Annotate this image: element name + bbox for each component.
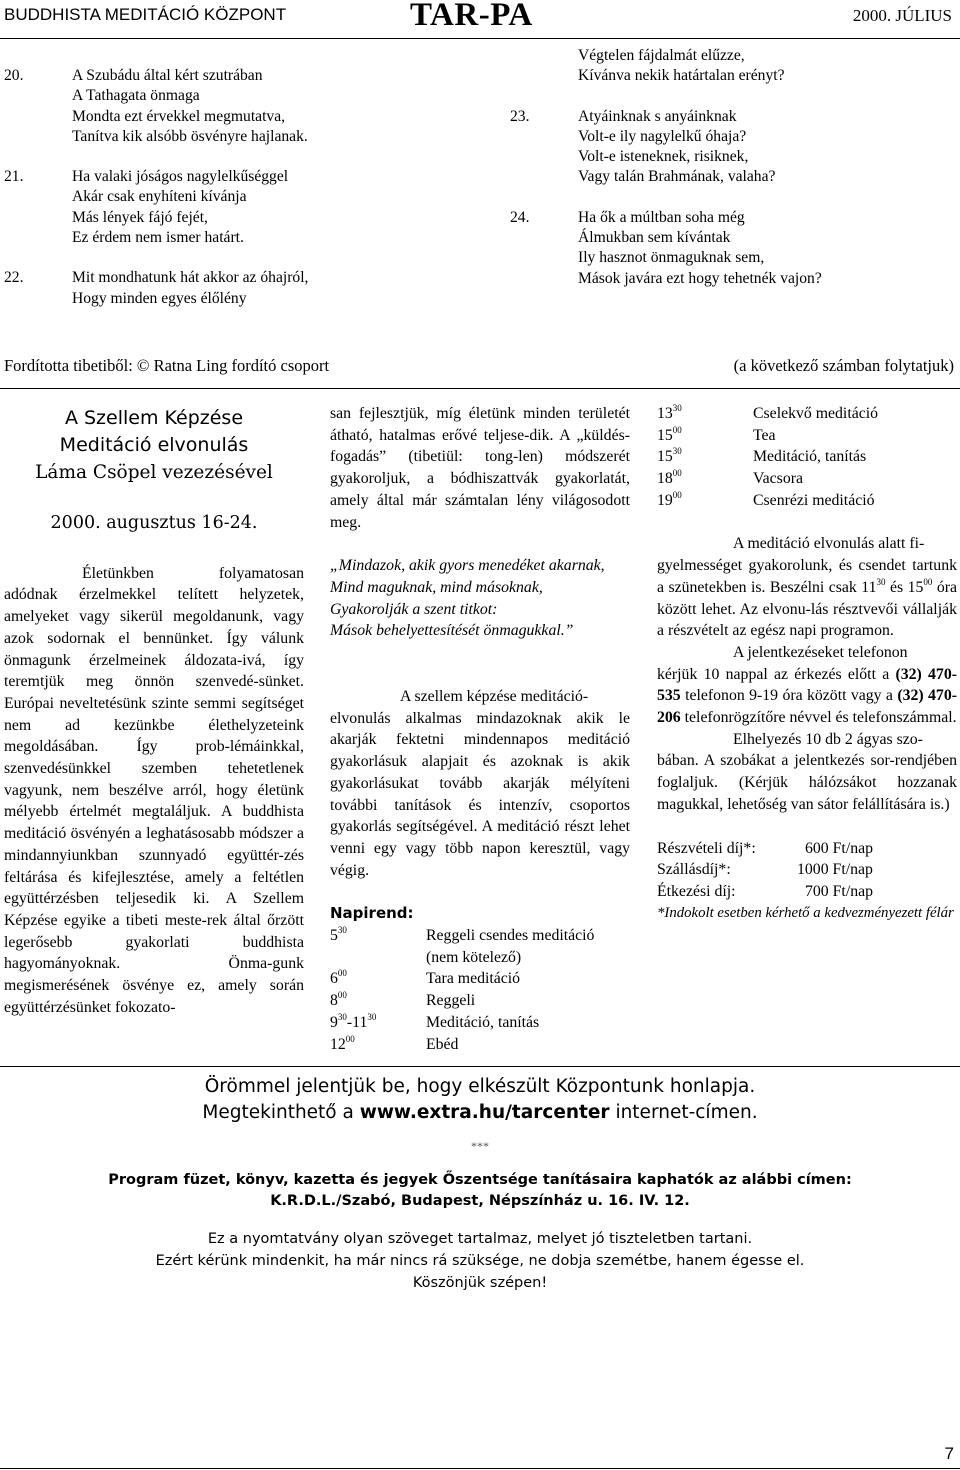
schedule-row: $12^{00}$ Ebéd <box>330 1034 630 1056</box>
paragraph-first-line: A jelentkezéseket telefonon <box>733 643 908 661</box>
verse-line: Ha valaki jóságos nagylelkűséggel <box>72 168 289 186</box>
schedule-event: Reggeli <box>426 992 476 1010</box>
verse-line: Más lények fájó fejét, <box>72 208 208 226</box>
schedule-row: $5^{30}$ Reggeli csendes meditáció <box>330 925 630 947</box>
verse-line: Volt-e isteneknek, risiknek, <box>578 148 749 166</box>
registration-paragraph: kérjük 10 nappal az érkezés előtt a (32) 470-535 telefonon 9-19 óra között vagy a (32) 470-206 telefonrögzítőre névvel és telefonszámmal. <box>657 665 957 727</box>
verse-line: A Szubádu által kért szutrában <box>72 67 263 84</box>
translation-credit: Fordította tibetiből: © Ratna Ling fordító csoport <box>4 356 330 375</box>
schedule-event: Meditáció, tanítás <box>426 1013 540 1031</box>
section-rule <box>0 388 960 389</box>
fee-label: Étkezési díj: <box>657 882 736 900</box>
paragraph-first-line: A meditáció elvonulás alatt fi- <box>733 535 925 553</box>
publisher-name: BUDDHISTA MEDITÁCIÓ KÖZPONT <box>4 5 287 24</box>
schedule-row: $9^{30}-11^{30}$ Meditáció, tanítás <box>330 1012 630 1034</box>
retreat-title: A Szellem Képzése <box>64 407 244 429</box>
quote-line: „Mindazok, akik gyors menedéket akarnak, <box>330 557 605 575</box>
website-link[interactable]: www.extra.hu/tarcenter <box>359 1102 610 1123</box>
verse-line: Tanítva kik alsóbb ösvényre hajlanak. <box>72 127 308 145</box>
closing-line: Ez a nyomtatvány olyan szöveget tartalmaz, melyet jó tiszteletben tartani. <box>207 1231 753 1247</box>
verse-line: Végtelen fájdalmát elűzze, <box>578 47 745 64</box>
verse-line: Mondta ezt érvekkel megmutatva, <box>72 107 286 125</box>
schedule-list-continued <box>657 403 957 511</box>
schedule-event: Meditáció, tanítás <box>753 448 867 466</box>
announcement-line: Megtekinthető a www.extra.hu/tarcenter internet-címen. <box>202 1102 758 1123</box>
quote-line: Mások behelyettesítését önmagukkal.” <box>330 622 574 640</box>
verse-line: Ily hasznot önmaguknak sem, <box>578 249 765 267</box>
quote-line: Gyakorolják a szent titkot: <box>330 600 498 618</box>
poem-right-column <box>510 46 955 289</box>
announcement-line: Örömmel jelentjük be, hogy elkészült Központunk honlapja. <box>204 1076 756 1097</box>
verse-number: 24. <box>510 208 530 226</box>
paragraph-first-line: A szellem képzése meditáció- <box>400 688 589 706</box>
fee-label: Részvételi díj*: <box>657 839 756 857</box>
verse-number: 23. <box>510 107 530 125</box>
retreat-paragraph: elvonulás alkalmas mindazoknak akik le akarják fektetni mindennapos meditáció gyakorlásuk alapjait és azoknak is akik gyakorlásukat tovább akarják mélyíteni további tanítások és intenzív, csoportos gyakorlás segítségével. A meditáció részt lehet venni egy vagy több napon keresztül, vagy végig. <box>330 709 630 879</box>
verse-number: 22. <box>4 269 24 287</box>
schedule-row: $19^{00}$ Csenrézi meditáció <box>657 490 957 512</box>
quote-line: Mind maguknak, mind másoknak, <box>330 578 543 596</box>
verse-line: Ez érdem nem ismer határt. <box>72 229 244 247</box>
quote-block <box>330 555 630 642</box>
verse-line: Kívánva nekik határtalan erényt? <box>578 67 785 85</box>
program-address: K.R.D.L./Szabó, Budapest, Népszínház u. 16. IV. 12. <box>270 1193 690 1209</box>
closing-line: Köszönjük szépen! <box>412 1275 548 1291</box>
phone-number: (32) 470-206 <box>657 687 957 727</box>
fees-list <box>657 838 957 924</box>
issue-date: 2000. JÚLIUS <box>852 6 952 25</box>
verse-22-continuation <box>578 46 955 87</box>
schedule-row: $15^{30}$ Meditáció, tanítás <box>657 446 957 468</box>
phone-number: (32) 470-535 <box>657 665 957 705</box>
verse-number: 20. <box>4 67 24 84</box>
verse-line: Hogy minden egyes élőlény <box>72 289 247 307</box>
page-number: 7 <box>944 1444 954 1463</box>
paragraph-first-line: Elhelyezés 10 db 2 ágyas szo- <box>733 730 923 748</box>
retreat-subtitle: Meditáció elvonulás <box>59 434 249 456</box>
verse-line: Akár csak enyhíteni kívánja <box>72 188 247 206</box>
verse-22 <box>4 268 474 309</box>
retreat-intro-paragraph: adódnak érzelmekkel telített helyzetek, amelyeket vagy sikerül megoldanunk, vagy azok sodornak el bennünket. Így válunk önmagunk érzelmeinek áldozata-ivá, így teremtjük meg önnön szenvedé-sünket. Európai neveltetésünk szinte semmi segítséget nem ad kezünkbe élethelyzeteink megoldásában. Így prob-lémáinkkal, szenvedésünkkel szemben tehetetlenek vagyunk, nem beszélve arról, hogy életünk mélyebb értelmét megtaláljuk. A buddhista meditáció ösvényén a leghatásosabb módszer a mindannyiunkban szunnyadó együttér-zés feltárása és kifejlesztése, amely a feltétlen együttérzésben teljesedik ki. A Szellem Képzése egyike a tibeti meste-rek által őrzött legerősebb gyakorlati buddhista hagyományoknak. Önma-gunk megismerésének ösvénye ez, amely során együttérzésünket fokozato- <box>4 586 304 1016</box>
schedule-event: Tara meditáció <box>426 970 521 988</box>
newsletter-title: TAR-PA <box>410 0 533 33</box>
schedule-row: $6^{00}$ Tara meditáció <box>330 968 630 990</box>
retreat-paragraph: san fejlesztjük, míg életünk minden területét átható, hatalmas erővé teljese-dik. A „küldés-fogadás” (tibetiül: tong-len) módszerét gyakoroljuk, a bódhiszattvák gyakorlatát, amely által már számtalan lény világosodott meg. <box>330 405 630 531</box>
closing-note <box>0 1228 960 1294</box>
verse-line: Volt-e ily nagylelkű óhaja? <box>578 127 747 145</box>
separator-stars: *** <box>471 1139 489 1153</box>
verse-line: A Tathagata önmaga <box>72 87 200 105</box>
fee-note: *Indokolt esetben kérhető a kedvezményezett félár <box>657 904 954 921</box>
footer-rule <box>0 1468 960 1469</box>
retreat-paragraph: gyelmességet gyakorolunk, és csendet tartunk a szünetekben is. Beszélni csak $11^{30}$ és $15^{00}$ óra között lehet. Az elvonu-lás résztvevői vállalják a részvételt az egész napi programon. <box>657 557 957 640</box>
fee-label: Szállásdíj*: <box>657 861 731 879</box>
closing-line: Ezért kérünk mindenkit, ha már nincs rá szüksége, ne dobja szemétbe, hanem égesse el. <box>155 1253 805 1269</box>
verse-line: Ha ők a múltban soha még <box>578 208 745 226</box>
fee-row <box>657 838 957 860</box>
schedule-heading: Napirend: <box>330 904 414 923</box>
fee-row <box>657 881 957 903</box>
fee-value: 600 Ft/nap <box>805 839 874 857</box>
schedule-list <box>330 925 630 1055</box>
schedule-row <box>330 947 630 969</box>
schedule-event: (nem kötelező) <box>426 948 522 966</box>
verse-number: 21. <box>4 168 24 186</box>
retreat-column-1 <box>4 405 304 1018</box>
fee-row <box>657 859 957 881</box>
retreat-heading <box>4 405 304 486</box>
verse-line: Mások javára ezt hogy tehetnék vajon? <box>578 269 822 287</box>
schedule-event: Vacsora <box>753 470 803 488</box>
retreat-column-3 <box>657 403 957 924</box>
program-line: Program füzet, könyv, kazetta és jegyek Őszentsége tanításaira kaphatók az alábbi címen: <box>108 1172 852 1188</box>
verse-line: Atyáinknak s anyáinknak <box>578 107 737 125</box>
schedule-event: Cselekvő meditáció <box>753 405 879 422</box>
schedule-event: Csenrézi meditáció <box>753 491 875 509</box>
paragraph-first-line: Életünkben folyamatosan <box>82 564 304 582</box>
schedule-event: Ebéd <box>426 1035 459 1053</box>
verse-21 <box>4 167 474 248</box>
schedule-event: Reggeli csendes meditáció <box>426 927 595 945</box>
schedule-row: $18^{00}$ Vacsora <box>657 468 957 490</box>
fee-value: 700 Ft/nap <box>805 882 874 900</box>
verse-20 <box>4 66 474 147</box>
section-rule <box>0 1066 960 1067</box>
verse-line: Mit mondhatunk hát akkor az óhajról, <box>72 269 309 287</box>
schedule-row: $8^{00}$ Reggeli <box>330 990 630 1012</box>
verse-23 <box>510 107 955 188</box>
verse-24 <box>510 208 955 289</box>
program-info <box>0 1170 960 1212</box>
retreat-date: 2000. augusztus 16-24. <box>50 513 258 533</box>
retreat-column-2 <box>330 403 630 1055</box>
schedule-row: $13^{30}$ Cselekvő meditáció <box>657 403 957 425</box>
verse-line: Vagy talán Brahmának, valaha? <box>578 168 776 186</box>
website-announcement <box>0 1074 960 1126</box>
retreat-leader: Láma Csöpel vezezésével <box>35 462 273 483</box>
schedule-event: Tea <box>753 426 776 444</box>
continued-note: (a következő számban folytatjuk) <box>733 356 954 375</box>
accommodation-paragraph: bában. A szobákat a jelentkezés sor-rendjében foglaljuk. (Kérjük hálózsákot hozzanak magukkal, lehetőség van sátor felállítására is.) <box>657 752 957 813</box>
poem-left-column <box>4 66 474 309</box>
verse-line: Álmukban sem kívántak <box>578 229 731 247</box>
schedule-row: $15^{00}$ Tea <box>657 425 957 447</box>
header-rule <box>0 38 960 39</box>
fee-value: 1000 Ft/nap <box>797 861 873 879</box>
